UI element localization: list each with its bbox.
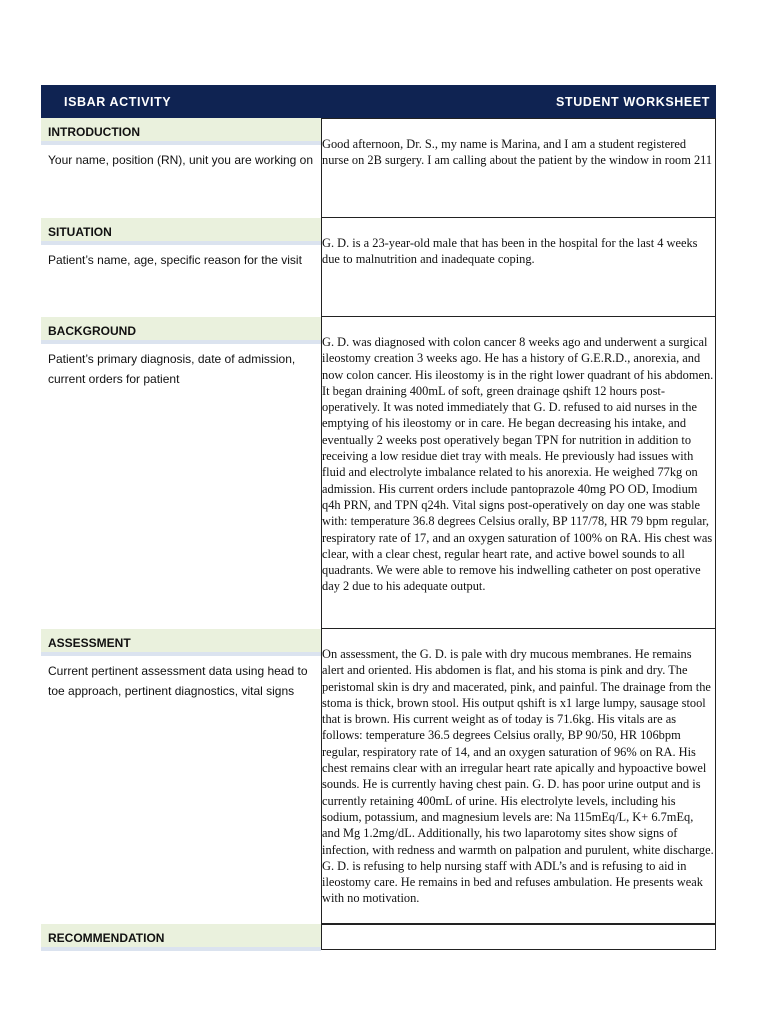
section-label: RECOMMENDATION xyxy=(41,924,321,951)
section-prompt: Your name, position (RN), unit you are working on xyxy=(48,153,314,167)
response-text: On assessment, the G. D. is pale with dry mucous membranes. He remains alert and oriented. His abdomen is flat, and his stoma is pink and dry. The peristomal skin is dry and macerated, pink, and painful. The drainage from the stoma is thick, brown stool. His output qshift is x1 large lumpy, sausage stool that is brown. His current weight as of today is 71.6kg. His vitals are as follows: temperature 36.5 degrees Celsius orally, BP 90/50, HR 106bpm regular, respiratory rate of 14, and an oxygen saturation of 96% on RA. His chest remains clear with an irregular heart rate apically and hypoactive bowel sounds. He is currently having chest pain. G. D. has poor urine output and is currently retaining 400mL of urine. His electrolyte levels, including his sodium, potassium, and magnesium levels are: Na 115mEq/L, K+ 6.7mEq, and Mg 1.2mg/dL. Additionally, his two laparotomy sites show signs of infection, with redness and warmth on palpation and purulent, white discharge. G. D. is refusing to help nursing staff with ADL’s and is refusing to aid in ileostomy care. He remains in bed and refuses ambulation. He presents weak with no motivation. xyxy=(322,647,714,906)
response-text: Good afternoon, Dr. S., my name is Marina, and I am a student registered nurse on 2B surgery. I am calling about the patient by the window in room 211 xyxy=(322,137,713,168)
response-box[interactable] xyxy=(321,118,716,218)
section-label: BACKGROUND xyxy=(41,317,321,344)
section-label: SITUATION xyxy=(41,218,321,245)
section-prompt: Patient’s name, age, specific reason for the visit xyxy=(48,253,302,267)
section-label: INTRODUCTION xyxy=(41,118,321,145)
header-title: ISBAR ACTIVITY xyxy=(64,94,172,109)
worksheet-header xyxy=(41,85,716,118)
response-text: G. D. is a 23-year-old male that has been in the hospital for the last 4 weeks due to malnutrition and inadequate coping. xyxy=(322,236,698,267)
section-prompt: Current pertinent assessment data using head to toe approach, pertinent diagnostics, vital signs xyxy=(48,664,308,698)
response-box[interactable] xyxy=(321,317,716,629)
section-recommendation xyxy=(41,924,716,950)
response-box[interactable] xyxy=(321,924,716,950)
response-box[interactable] xyxy=(321,218,716,317)
section-label: ASSESSMENT xyxy=(41,629,321,656)
section-background xyxy=(41,317,716,629)
response-text: G. D. was diagnosed with colon cancer 8 weeks ago and underwent a surgical ileostomy creation 3 weeks ago. He has a history of G.E.R.D., anorexia, and now colon cancer. His ileostomy is in the right lower quadrant of his abdomen. It began draining 400mL of soft, green drainage qshift 12 hours post-operatively. It was noted immediately that G. D. refused to aid nurses in the emptying of his ileostomy or in care. He began decreasing his intake, and eventually 2 weeks post operatively began TPN for nutrition in addition to receiving a low residue diet tray with meals. He previously had issues with fluid and electrolyte imbalance related to his anorexia. He weighed 77kg on admission. His current orders include pantoprazole 40mg PO OD, Imodium q4h PRN, and TPN q24h. Vital signs post-operatively on day one was stable with: temperature 36.8 degrees Celsius orally, BP 117/78, HR 79 bpm regular, respiratory rate of 17, and an oxygen saturation of 100% on RA. His chest was clear, with a clear chest, regular heart rate, and active bowel sounds to all quadrants. We were able to remove his indwelling catheter on post operative day 2 due to his adequate output. xyxy=(322,335,714,594)
header-subtitle: STUDENT WORKSHEET xyxy=(556,94,710,109)
worksheet xyxy=(41,85,716,950)
section-prompt: Patient’s primary diagnosis, date of admission, current orders for patient xyxy=(48,352,296,386)
section-introduction xyxy=(41,118,716,218)
section-assessment xyxy=(41,629,716,924)
section-situation xyxy=(41,218,716,317)
response-box[interactable] xyxy=(321,629,716,924)
